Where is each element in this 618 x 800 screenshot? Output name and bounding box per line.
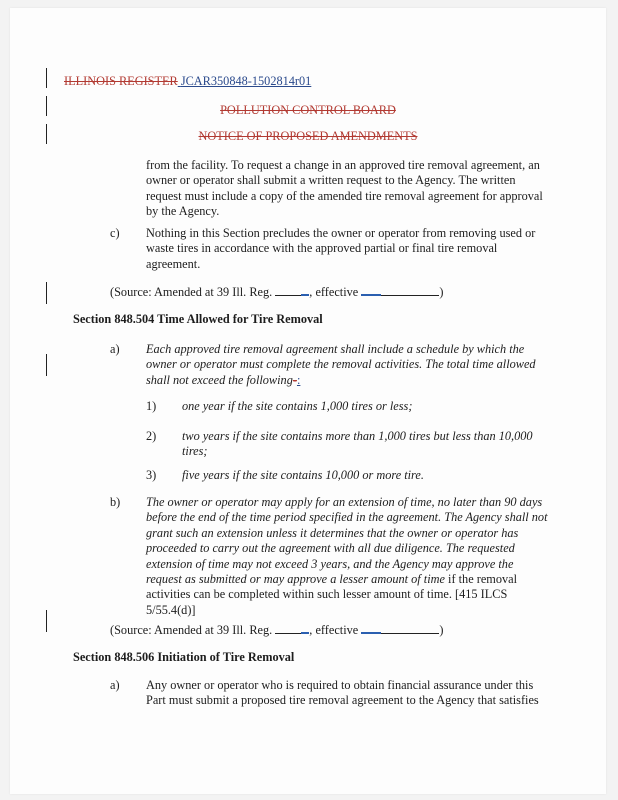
- section-heading-506: Section 848.506 Initiation of Tire Removal: [73, 650, 295, 664]
- change-bar: [46, 354, 47, 376]
- subitem-text: two years if the site contains more than 1,000 tires but less than 10,000 tires;: [182, 429, 533, 459]
- item-a-label: a): [110, 678, 120, 692]
- item-a-label: a): [110, 342, 120, 356]
- section-heading-504: Section 848.504 Time Allowed for Tire Removal: [73, 312, 323, 326]
- change-bar: [46, 68, 47, 88]
- subitem-label: 3): [146, 468, 157, 482]
- item-c-text: Nothing in this Section precludes the owner or operator from removing used or waste tires in accordance with the approved partial or final tire removal agreement.: [146, 226, 536, 271]
- subitem-text: one year if the site contains 1,000 tires or less;: [182, 399, 413, 413]
- item-b-label: b): [110, 495, 121, 509]
- item-c-label: c): [110, 226, 120, 240]
- register-id: JCAR350848-1502814r01: [180, 74, 312, 88]
- document-page: [10, 8, 606, 794]
- continuation-paragraph: from the facility. To request a change in an approved tire removal agreement, an owner or operator shall submit a written request to the Agency. The written request must include a copy of the amended tire removal agreement for approval by the Agency.: [146, 158, 543, 219]
- subitem-label: 1): [146, 399, 157, 413]
- item-a-text: Any owner or operator who is required to obtain financial assurance under this Part must submit a proposed tire removal agreement to the Agency that satisfies: [146, 678, 539, 708]
- change-bar: [46, 282, 47, 304]
- item-b-text: The owner or operator may apply for an extension of time, no later than 90 days before the end of the time period specified in the agreement. The Agency shall not grant such an extension unless it determines that the owner or operator has proceeded to carry out the agreement with all due diligence. The requested extension of time may not exceed 3 years, and the Agency may approve the request as submitted or may approve a lesser amount of time if the removal activities can be completed within such lesser amount of time. [415 ILCS 5/55.4(d)]: [146, 495, 548, 617]
- source-note: (Source: Amended at 39 Ill. Reg. , effective ): [110, 623, 444, 637]
- source-note: (Source: Amended at 39 Ill. Reg. , effective ): [110, 285, 444, 299]
- register-label: ILLINOIS REGISTER: [64, 74, 178, 88]
- change-bar: [46, 610, 47, 632]
- subitem-text: five years if the site contains 10,000 or more tire.: [182, 468, 424, 482]
- notice-heading: NOTICE OF PROPOSED AMENDMENTS: [198, 129, 418, 143]
- subitem-label: 2): [146, 429, 157, 443]
- board-heading: POLLUTION CONTROL BOARD: [220, 103, 396, 117]
- register-header: [64, 74, 311, 89]
- item-a-text: Each approved tire removal agreement shall include a schedule by which the owner or operator must complete the removal activities. The total time allowed shall not exceed the following-:: [146, 342, 536, 387]
